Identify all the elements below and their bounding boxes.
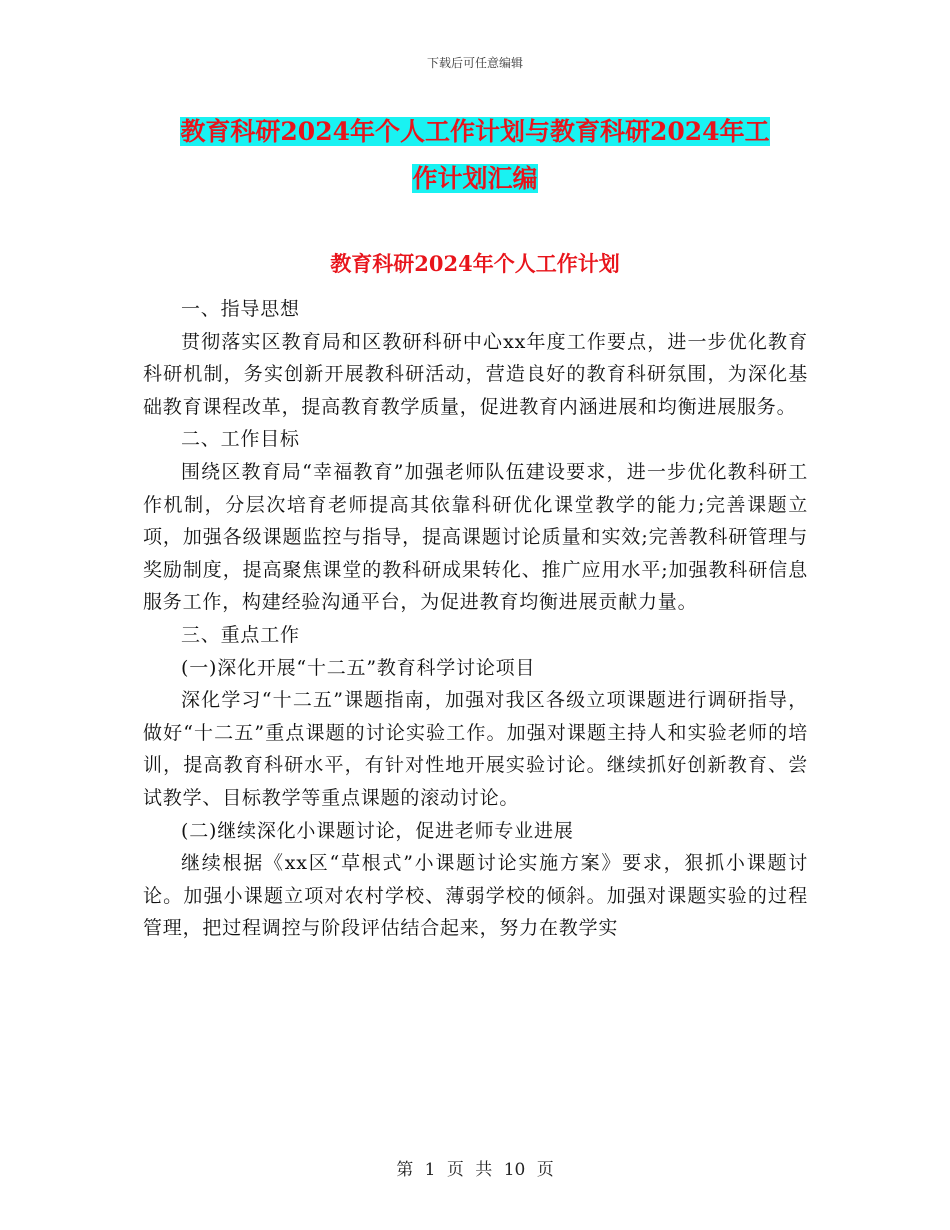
subheading-small-topics: (二)继续深化小课题讨论，促进老师专业进展	[181, 819, 574, 842]
heading-guiding-ideology: 一、指导思想	[181, 298, 300, 320]
subheading-research-projects: (一)深化开展“十二五”教育科学讨论项目	[181, 656, 536, 679]
paragraph-work-goals: 围绕区教育局“幸福教育”加强老师队伍建设要求，进一步优化教科研工作机制，分层次培育老师提高其依靠科研优化课堂教学的能力;完善课题立项，加强各级课题监控与指导，提高课题讨论质量和实效;完善教科研管理与奖励制度，提高聚焦课堂的教科研成果转化、推广应用水平;加强教科研信息服务工作，构建经验沟通平台，为促进教育均衡进展贡献力量。	[143, 460, 808, 614]
page-number: 第 1 页 共 10 页	[396, 1160, 554, 1180]
paragraph-small-topics: 继续根据《xx区“草根式”小课题讨论实施方案》要求，狠抓小课题讨论。加强小课题立项对农村学校、薄弱学校的倾斜。加强对课题实验的过程管理，把过程调控与阶段评估结合起来，努力在教学实	[143, 852, 808, 940]
document-title-line-1: 教育科研2024年个人工作计划与教育科研2024年工	[180, 117, 770, 146]
document-title	[140, 108, 810, 202]
document-body	[143, 293, 808, 945]
document-title-line-2: 作计划汇编	[412, 164, 538, 193]
header-note: 下载后可任意编辑	[426, 56, 523, 70]
paragraph-guiding-ideology: 贯彻落实区教育局和区教研科研中心xx年度工作要点，进一步优化教育科研机制，务实创新开展教科研活动，营造良好的教育科研氛围，为深化基础教育课程改革，提高教育教学质量，促进教育内涵进展和均衡进展服务。	[143, 330, 808, 418]
section-title: 教育科研2024年个人工作计划	[330, 251, 620, 276]
heading-work-goals: 二、工作目标	[181, 428, 300, 451]
paragraph-research-projects: 深化学习“十二五”课题指南，加强对我区各级立项课题进行调研指导，做好“十二五”重点课题的讨论实验工作。加强对课题主持人和实验老师的培训，提高教育科研水平，有针对性地开展实验讨论。继续抓好创新教育、尝试教学、目标教学等重点课题的滚动讨论。	[143, 689, 808, 809]
heading-key-work: 三、重点工作	[181, 623, 300, 646]
